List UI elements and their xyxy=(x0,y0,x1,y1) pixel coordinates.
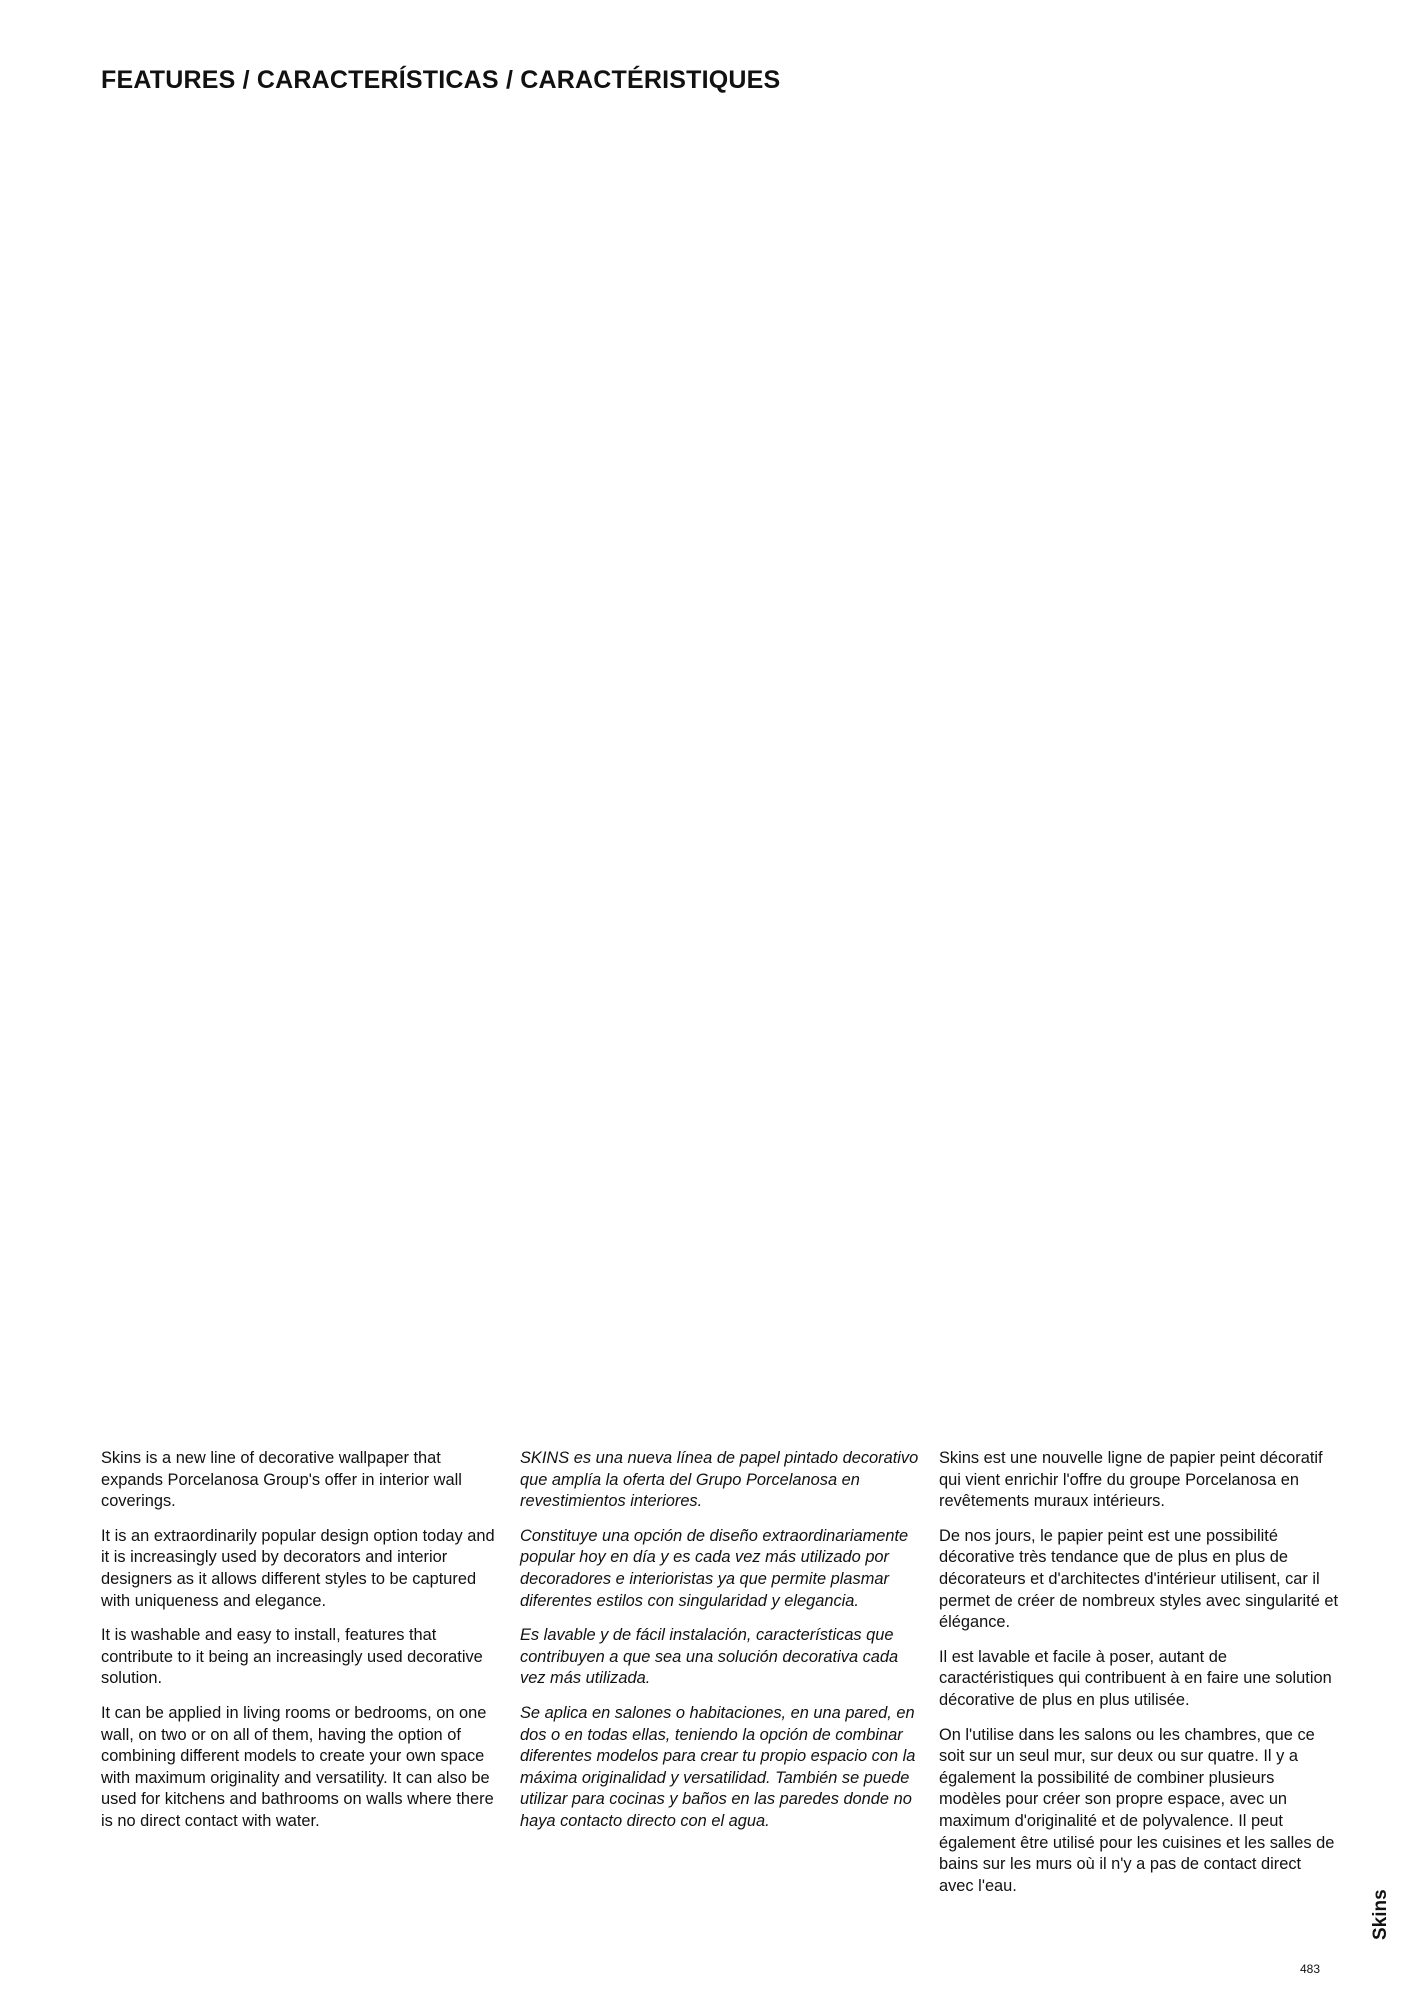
french-column xyxy=(939,1448,1339,1910)
english-paragraph-1: Skins is a new line of decorative wallpaper that expands Porcelanosa Group's offer in interior wall coverings. xyxy=(101,1449,462,1511)
page-title: FEATURES / CARACTERÍSTICAS / CARACTÉRISTIQUES xyxy=(101,66,781,94)
spanish-paragraph-2: Constituye una opción de diseño extraordinariamente popular hoy en día y es cada vez más utilizado por decoradores e interioristas ya que permite plasmar diferentes estilos con singularidad y elegancia. xyxy=(520,1526,909,1610)
spanish-paragraph-1: SKINS es una nueva línea de papel pintado decorativo que amplía la oferta del Grupo Porcelanosa en revestimientos interiores. xyxy=(520,1449,919,1511)
side-section-label: Skins xyxy=(1370,1889,1391,1940)
english-column xyxy=(101,1448,501,1846)
french-paragraph-2: De nos jours, le papier peint est une possibilité décorative très tendance que de plus en plus de décorateurs et d'architectes d'intérieur utilisent, car il permet de créer de nombreux styles avec singularité et élégance. xyxy=(939,1526,1339,1632)
spanish-paragraph-4: Se aplica en salones o habitaciones, en una pared, en dos o en todas ellas, teniendo la opción de combinar diferentes modelos para crear tu propio espacio con la máxima originalidad y versatilidad. También se puede utilizar para cocinas y baños en las paredes donde no haya contacto directo con el agua. xyxy=(520,1703,916,1830)
english-paragraph-3: It is washable and easy to install, features that contribute to it being an increasingly used decorative solution. xyxy=(101,1626,483,1688)
french-paragraph-3: Il est lavable et facile à poser, autant de caractéristiques qui contribuent à en faire une solution décorative de plus en plus utilisée. xyxy=(939,1647,1332,1709)
french-paragraph-4: On l'utilise dans les salons ou les chambres, que ce soit sur un seul mur, sur deux ou sur quatre. Il y a également la possibilité de combiner plusieurs modèles pour créer son propre espace, avec un maximum d'originalité et de polyvalence. Il peut également être utilisé pour les cuisines et les salles de bains sur les murs où il n'y a pas de contact direct avec l'eau. xyxy=(939,1725,1335,1895)
page-number: 483 xyxy=(1300,1962,1321,1976)
spanish-column xyxy=(520,1448,920,1846)
english-paragraph-4: It can be applied in living rooms or bedrooms, on one wall, on two or on all of them, having the option of combining different models to create your own space with maximum originality and versatility. It can also be used for kitchens and bathrooms on walls where there is no direct contact with water. xyxy=(101,1703,494,1830)
french-paragraph-1: Skins est une nouvelle ligne de papier peint décoratif qui vient enrichir l'offre du groupe Porcelanosa en revêtements muraux intérieurs. xyxy=(939,1449,1323,1511)
spanish-paragraph-3: Es lavable y de fácil instalación, características que contribuyen a que sea una solución decorativa cada vez más utilizada. xyxy=(520,1626,899,1688)
english-paragraph-2: It is an extraordinarily popular design option today and it is increasingly used by decorators and interior designers as it allows different styles to be captured with uniqueness and elegance. xyxy=(101,1526,495,1610)
